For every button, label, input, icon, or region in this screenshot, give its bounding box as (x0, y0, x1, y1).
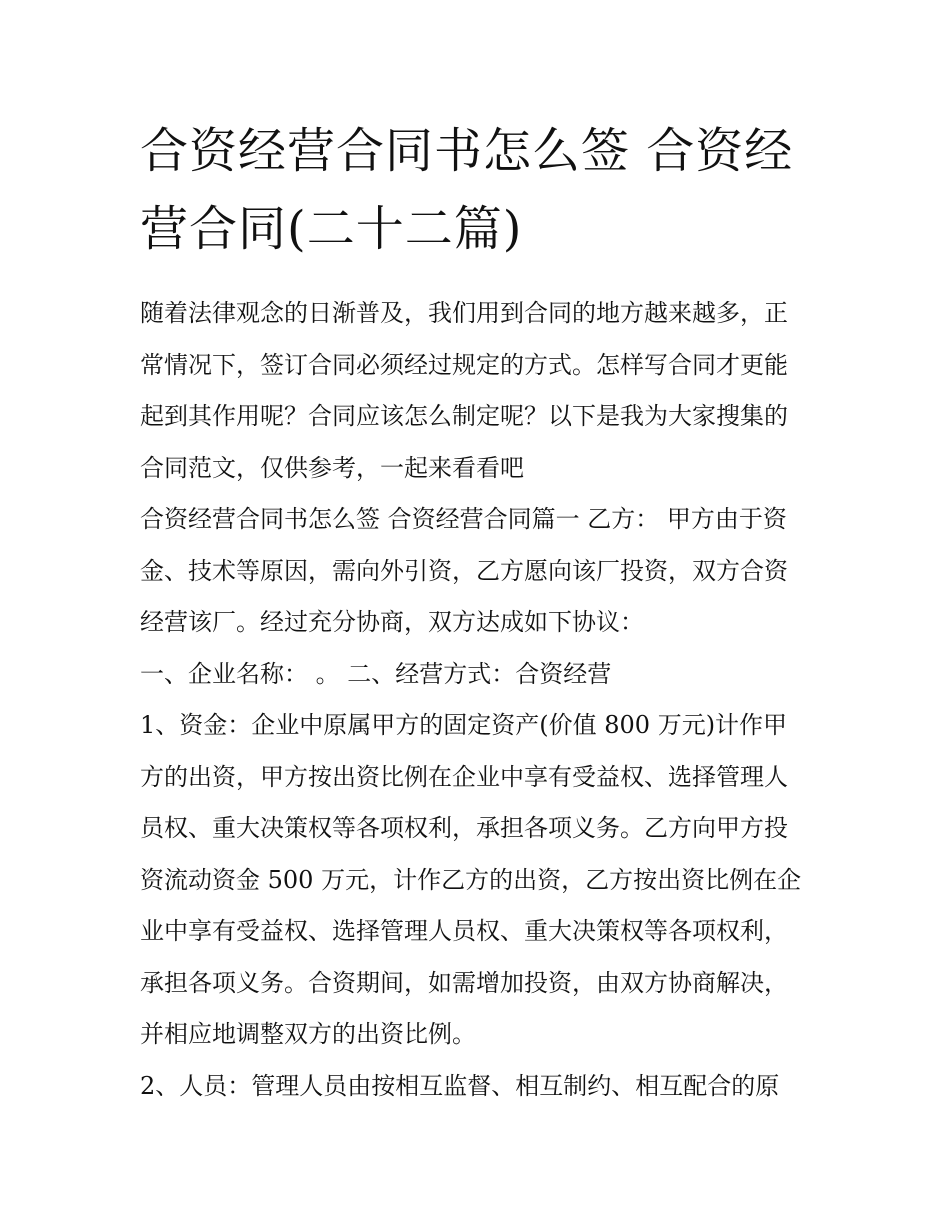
personnel-clause-paragraph (140, 1061, 815, 1113)
text-line: 2、人员：管理人员由按相互监督、相互制约、相互配合的原 (140, 1071, 780, 1100)
capital-clause-paragraph (140, 700, 815, 1061)
text-line: 常情况下，签订合同必须经过规定的方式。怎样写合同才更能 (140, 350, 788, 379)
text-line: 合同范文，仅供参考，一起来看看吧 (140, 453, 524, 482)
text-line: 随着法律观念的日渐普及，我们用到合同的地方越来越多，正 (140, 299, 788, 327)
title-line: 营合同(二十二篇) (140, 201, 523, 257)
text-line: 员权、重大决策权等各项权利，承担各项义务。乙方向甲方投 (140, 814, 788, 842)
text-line: 起到其作用呢？合同应该怎么制定呢？以下是我为大家搜集的 (140, 402, 788, 430)
text-line: 1、资金：企业中原属甲方的固定资产(价值 800 万元)计作甲 (140, 711, 788, 739)
section-heading-paragraph (140, 649, 815, 701)
intro-paragraph (140, 288, 815, 494)
text-line: 并相应地调整双方的出资比例。 (140, 1020, 476, 1048)
text-line: 金、技术等原因，需向外引资，乙方愿向该厂投资，双方合资 (140, 556, 788, 585)
text-line: 业中享有受益权、选择管理人员权、重大决策权等各项权利， (140, 917, 788, 945)
document-title (140, 112, 815, 268)
title-line: 合资经营合同书怎么签 合资经 (140, 123, 794, 179)
document-body (140, 112, 815, 1112)
text-line: 方的出资，甲方按出资比例在企业中享有受益权、选择管理人 (140, 762, 788, 791)
text-line: 合资经营合同书怎么签 合资经营合同篇一 乙方： 甲方由于资 (140, 505, 787, 533)
contract-preamble-paragraph (140, 494, 815, 649)
text-line: 承担各项义务。合资期间，如需增加投资，由双方协商解决， (140, 968, 788, 997)
text-line: 资流动资金 500 万元，计作乙方的出资，乙方按出资比例在企 (140, 865, 802, 894)
text-line: 经营该厂。经过充分协商，双方达成如下协议： (140, 608, 644, 636)
text-line: 一、企业名称： 。 二、经营方式：合资经营 (140, 659, 612, 688)
